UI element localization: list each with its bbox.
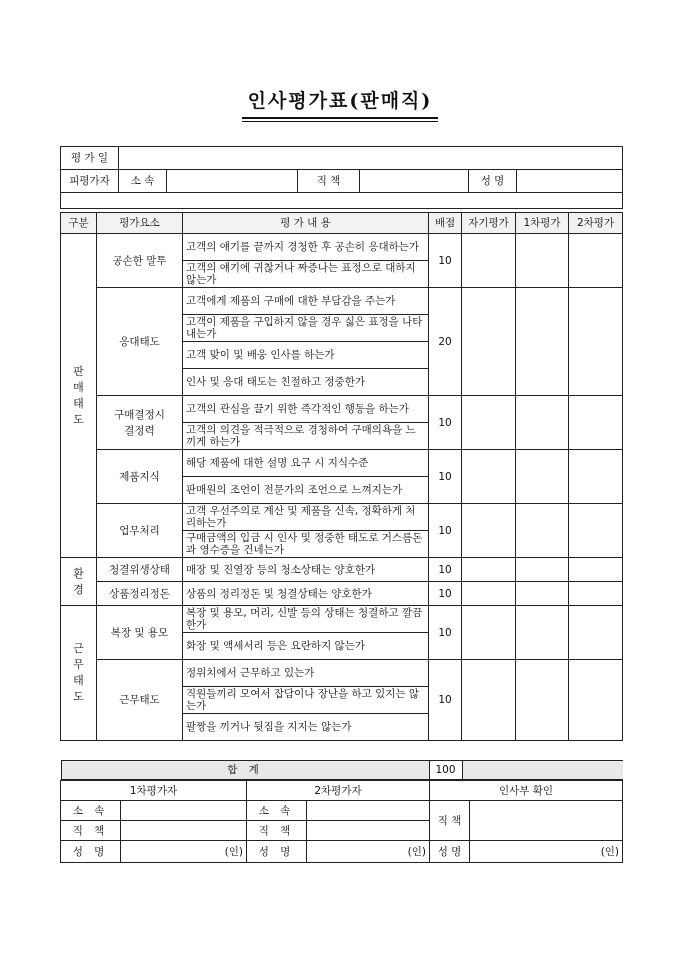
table-row	[61, 450, 623, 477]
factor-name: 제품지식	[97, 450, 183, 504]
criterion-text: 해당 제품에 대한 설명 요구 시 지식수준	[183, 450, 429, 477]
first-position-label: 직 책	[61, 821, 121, 841]
factor-name: 공손한 말투	[97, 234, 183, 288]
second-dept-label: 소 속	[247, 801, 307, 821]
first-evaluator-header: 1차평가자	[61, 781, 247, 801]
first-eval-cell[interactable]	[516, 450, 569, 504]
table-row	[61, 288, 623, 315]
criterion-text: 고객의 얘기에 귀찮거나 짜증나는 표정으로 대하지 않는가	[183, 261, 429, 288]
section-label: 근 무 태 도	[61, 606, 97, 741]
first-position-field[interactable]	[121, 821, 247, 841]
eval-date-label: 평 가 일	[61, 147, 119, 170]
criterion-text: 화장 및 액세서리 등은 요란하지 않는가	[183, 633, 429, 660]
second-eval-cell[interactable]	[569, 606, 623, 660]
total-score: 100	[429, 761, 462, 780]
self-eval-cell[interactable]	[462, 660, 516, 741]
second-position-field[interactable]	[307, 821, 430, 841]
self-eval-cell[interactable]	[462, 450, 516, 504]
factor-name: 상품정리정돈	[97, 582, 183, 606]
max-score: 10	[429, 450, 462, 504]
criterion-text: 상품의 정리정돈 및 청결상태는 양호한가	[183, 582, 429, 606]
second-dept-field[interactable]	[307, 801, 430, 821]
table-row	[61, 558, 623, 582]
second-eval-cell[interactable]	[569, 396, 623, 450]
criterion-text: 판매원의 조언이 전문가의 조언으로 느껴지는가	[183, 477, 429, 504]
table-row	[61, 504, 623, 531]
self-eval-cell[interactable]	[462, 606, 516, 660]
category-header: 구분	[61, 213, 97, 234]
content-header: 평 가 내 용	[183, 213, 429, 234]
first-eval-cell[interactable]	[516, 234, 569, 288]
criterion-text: 정위치에서 근무하고 있는가	[183, 660, 429, 687]
total-label: 합 계	[61, 761, 429, 780]
second-seal[interactable]: (인)	[307, 841, 430, 863]
criterion-text: 고객이 제품을 구입하지 않을 경우 싫은 표정을 나타내는가	[183, 315, 429, 342]
signature-table	[60, 760, 623, 863]
self-eval-cell[interactable]	[462, 504, 516, 558]
second-eval-cell[interactable]	[569, 504, 623, 558]
dept-field[interactable]	[167, 170, 298, 193]
hr-position-field[interactable]	[470, 801, 623, 841]
second-position-label: 직 책	[247, 821, 307, 841]
criterion-text: 고객의 의견을 적극적으로 경청하여 구매의욕을 느끼게 하는가	[183, 423, 429, 450]
criterion-text: 고객의 관심을 끌기 위한 즉각적인 행동을 하는가	[183, 396, 429, 423]
factor-name: 구매결정시 결정력	[97, 396, 183, 450]
first-seal[interactable]: (인)	[121, 841, 247, 863]
first-eval-cell[interactable]	[516, 504, 569, 558]
hr-seal[interactable]: (인)	[470, 841, 623, 863]
first-eval-cell[interactable]	[516, 396, 569, 450]
name-label: 성 명	[469, 170, 517, 193]
criterion-text: 고객에게 제품의 구매에 대한 부담감을 주는가	[183, 288, 429, 315]
criterion-text: 고객 맞이 및 배웅 인사를 하는가	[183, 342, 429, 369]
max-score: 10	[429, 234, 462, 288]
max-score: 10	[429, 558, 462, 582]
table-row	[61, 234, 623, 261]
second-eval-cell[interactable]	[569, 234, 623, 288]
dept-label: 소 속	[119, 170, 167, 193]
criterion-text: 고객 우선주의로 계산 및 제품을 신속, 정확하게 처리하는가	[183, 504, 429, 531]
first-name-label: 성 명	[61, 841, 121, 863]
criterion-text: 매장 및 진열장 등의 청소상태는 양호한가	[183, 558, 429, 582]
max-score: 10	[429, 606, 462, 660]
first-dept-label: 소 속	[61, 801, 121, 821]
hr-name-label: 성 명	[430, 841, 470, 863]
page-title: 인사평가표(판매직)	[0, 86, 680, 119]
total-blank	[462, 761, 623, 780]
evaluatee-info-table	[60, 146, 623, 209]
section-label: 판 매 태 도	[61, 234, 97, 558]
section-label: 환 경	[61, 558, 97, 606]
second-eval-cell[interactable]	[569, 582, 623, 606]
first-eval-cell[interactable]	[516, 558, 569, 582]
evaluatee-label: 피평가자	[61, 170, 119, 193]
criterion-text: 인사 및 응대 태도는 친절하고 정중한가	[183, 369, 429, 396]
factor-name: 청결위생상태	[97, 558, 183, 582]
second-evaluator-header: 2차평가자	[247, 781, 430, 801]
second-eval-cell[interactable]	[569, 660, 623, 741]
max-score: 10	[429, 504, 462, 558]
self-eval-cell[interactable]	[462, 234, 516, 288]
evaluation-table	[60, 212, 623, 741]
self-eval-cell[interactable]	[462, 396, 516, 450]
factor-name: 업무처리	[97, 504, 183, 558]
criterion-text: 팔짱을 끼거나 뒷짐을 지지는 않는가	[183, 714, 429, 741]
self-eval-cell[interactable]	[462, 558, 516, 582]
criterion-text: 고객의 얘기를 끝까지 경청한 후 공손히 응대하는가	[183, 234, 429, 261]
factor-name: 근무태도	[97, 660, 183, 741]
criterion-text: 구매금액의 입금 시 인사 및 정중한 태도로 거스름돈과 영수증을 건네는가	[183, 531, 429, 558]
table-row	[61, 396, 623, 423]
spacer-row	[61, 193, 623, 209]
max-score: 20	[429, 288, 462, 396]
criterion-text: 복장 및 용모, 머리, 신발 등의 상태는 청결하고 깔끔한가	[183, 606, 429, 633]
self-eval-cell[interactable]	[462, 582, 516, 606]
score-header: 배점	[429, 213, 462, 234]
self-eval-cell[interactable]	[462, 288, 516, 396]
factor-name: 복장 및 용모	[97, 606, 183, 660]
table-row	[61, 660, 623, 687]
first-dept-field[interactable]	[121, 801, 247, 821]
hr-position-label: 직 책	[430, 801, 470, 841]
table-row	[61, 606, 623, 633]
second-name-label: 성 명	[247, 841, 307, 863]
factor-header: 평가요소	[97, 213, 183, 234]
factor-name: 응대태도	[97, 288, 183, 396]
max-score: 10	[429, 660, 462, 741]
first-eval-cell[interactable]	[516, 288, 569, 396]
first-eval-cell[interactable]	[516, 582, 569, 606]
criterion-text: 직원들끼리 모여서 잡담이나 장난을 하고 있지는 않는가	[183, 687, 429, 714]
second-eval-cell[interactable]	[569, 558, 623, 582]
self-eval-header: 자기평가	[462, 213, 516, 234]
first-eval-cell[interactable]	[516, 660, 569, 741]
position-label: 직 책	[298, 170, 360, 193]
second-eval-cell[interactable]	[569, 450, 623, 504]
name-field[interactable]	[517, 170, 623, 193]
first-eval-header: 1차평가	[516, 213, 569, 234]
eval-date-field[interactable]	[119, 147, 623, 170]
position-field[interactable]	[360, 170, 469, 193]
hr-confirm-header: 인사부 확인	[430, 781, 623, 801]
first-eval-cell[interactable]	[516, 606, 569, 660]
max-score: 10	[429, 396, 462, 450]
second-eval-cell[interactable]	[569, 288, 623, 396]
table-row	[61, 582, 623, 606]
max-score: 10	[429, 582, 462, 606]
second-eval-header: 2차평가	[569, 213, 623, 234]
